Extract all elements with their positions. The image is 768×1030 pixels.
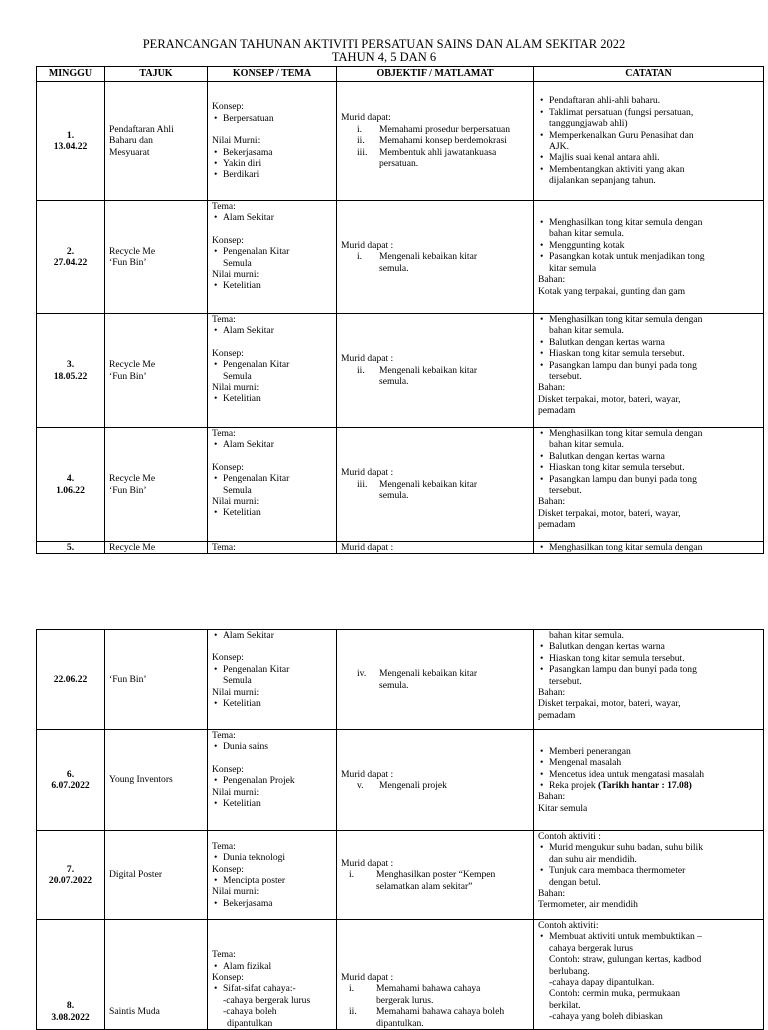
konsep-item: • Pengenalan Kitar Semula	[212, 664, 332, 687]
minggu-cell	[37, 82, 105, 201]
week-date: 20.07.2022	[48, 875, 93, 886]
plan-table-page-1	[36, 66, 764, 554]
item-text: Memahami konsep berdemokrasi	[379, 135, 507, 147]
catatan-item: • Hiaskan tong kitar semula tersebut.	[538, 653, 759, 664]
week-number: 8.	[66, 1000, 75, 1012]
tajuk-line: Young Inventors	[109, 774, 173, 786]
catatan-item: • Balutkan dengan kertas warna	[538, 337, 759, 348]
bahan-label: Bahan:	[538, 791, 566, 803]
table-row	[37, 542, 764, 554]
table-row	[37, 920, 764, 1030]
konsep-cell	[208, 630, 337, 730]
tajuk-cell	[105, 730, 208, 831]
konsep-label: Konsep:	[212, 347, 244, 359]
konsep-item: • Pengenalan Kitar Semula	[212, 246, 332, 269]
catatan-item: • Pasangkan kotak untuk menjadikan tong kitar semula	[538, 251, 759, 274]
table-row	[37, 630, 764, 730]
week-date: 1.06.22	[56, 484, 85, 496]
nilai-item: • Yakin diri	[212, 158, 332, 169]
objektif-item: i. Memahami bahawa cahaya bergerak lurus.	[349, 983, 481, 1006]
objektif-item: ii. Mengenali kebaikan kitar semula.	[357, 364, 478, 388]
item-text: Membentuk ahli jawatankuasa	[379, 146, 497, 158]
minggu-cell	[37, 920, 105, 1030]
catatan-item: • Membuat aktiviti untuk membuktikan – cahaya bergerak lurus Contoh: straw, gulungan kertas, kadbod berlubang. -cahaya dapay dipantulkan. Contoh: cermin muka, permukaan berkilat. -cahaya yang boleh dibiaskan	[538, 931, 759, 1022]
minggu-cell	[37, 428, 105, 542]
bahan-label: Bahan:	[538, 496, 566, 508]
table-row	[37, 82, 764, 201]
week-number: 3.	[66, 359, 75, 371]
objektif-intro: Murid dapat :	[341, 542, 394, 553]
plan-table-page-2	[36, 629, 764, 1030]
catatan-cell	[534, 82, 764, 201]
catatan-cell	[534, 201, 764, 314]
konsep-cell	[208, 201, 337, 314]
item-number: ii.	[357, 135, 365, 147]
bahan-label: Bahan:	[538, 888, 566, 900]
week-number: 1.	[66, 129, 75, 141]
nilai-label: Nilai murni:	[212, 686, 260, 698]
nilai-item: • Berdikari	[212, 169, 332, 180]
objektif-cell	[337, 920, 534, 1030]
catatan-item: • Majlis suai kenal antara ahli.	[538, 152, 759, 163]
objektif-cell	[337, 201, 534, 314]
tajuk-cell	[105, 428, 208, 542]
catatan-item: • Pasangkan lampu dan bunyi pada tong tersebut.	[538, 360, 759, 383]
catatan-item: • Mencetus idea untuk mengatasi masalah	[538, 769, 759, 780]
tajuk-line: Baharu dan	[109, 135, 153, 147]
objektif-item	[341, 147, 529, 170]
konsep-label: Konsep:	[212, 652, 244, 664]
bahan-text: Disket terpakai, motor, bateri, wayar, pemadam	[538, 698, 681, 721]
table-row	[37, 314, 764, 428]
objektif-item: v. Mengenali projek	[357, 780, 447, 791]
minggu-cell	[37, 831, 105, 920]
tajuk-line: ‘Fun Bin’	[109, 484, 147, 496]
bahan-label: Bahan:	[538, 382, 566, 394]
bahan-text: Disket terpakai, motor, bateri, wayar, pemadam	[538, 393, 681, 417]
nilai-item: • Ketelitian	[212, 698, 332, 709]
catatan-item: • Murid mengukur suhu badan, suhu bilik dan suhu air mendidih.	[538, 842, 759, 865]
week-date: 22.06.22	[53, 673, 88, 685]
konsep-item: • Mencipta poster	[212, 875, 332, 886]
catatan-item: • Hiaskan tong kitar semula tersebut.	[538, 462, 759, 473]
konsep-cell	[208, 920, 337, 1030]
item-number: i.	[357, 123, 363, 135]
tajuk-line: Recycle Me	[109, 245, 156, 257]
table-row	[37, 831, 764, 920]
tema-label: Tema:	[212, 840, 236, 852]
objektif-intro: Murid dapat :	[341, 857, 394, 869]
objektif-item: iv. Mengenali kebaikan kitar semula.	[357, 668, 478, 691]
objektif-intro: Murid dapat :	[341, 768, 394, 780]
konsep-label: Konsep:	[212, 971, 244, 983]
week-number: 7.	[66, 863, 75, 875]
tajuk-cell	[105, 542, 208, 554]
objektif-cell	[337, 831, 534, 920]
tajuk-line: Digital Poster	[109, 869, 163, 881]
objektif-intro: Murid dapat :	[341, 353, 394, 365]
bahan-text: Disket terpakai, motor, bateri, wayar, pemadam	[538, 507, 681, 531]
konsep-label: Konsep:	[212, 763, 244, 775]
tema-label: Tema:	[212, 542, 236, 553]
tajuk-cell	[105, 82, 208, 201]
document-title: PERANCANGAN TAHUNAN AKTIVITI PERSATUAN SAINS DAN ALAM SEKITAR 2022	[142, 37, 626, 51]
objektif-cell	[337, 82, 534, 201]
tema-label: Tema:	[212, 730, 236, 741]
col-header-tajuk: TAJUK	[105, 67, 208, 82]
item-text: persatuan.	[379, 158, 419, 170]
bahan-label: Bahan:	[538, 687, 566, 699]
week-date: 3.08.2022	[51, 1011, 90, 1023]
objektif-item: i. Mengenali kebaikan kitar semula.	[357, 251, 478, 274]
tajuk-cell	[105, 630, 208, 730]
catatan-cell	[534, 630, 764, 730]
konsep-sub: dipantulkan	[227, 1017, 273, 1029]
konsep-item: • Pengenalan Kitar Semula	[212, 359, 332, 382]
catatan-cell	[534, 428, 764, 542]
catatan-item: • Reka projek (Tarikh hantar : 17.08)	[538, 780, 759, 791]
table-row	[37, 730, 764, 831]
tajuk-cell	[105, 201, 208, 314]
table-row	[37, 428, 764, 542]
minggu-cell	[37, 730, 105, 831]
objektif-item	[341, 135, 529, 146]
catatan-item: • Tunjuk cara membaca thermometer dengan betul.	[538, 865, 759, 888]
objektif-intro: Murid dapat:	[341, 112, 391, 124]
catatan-item: • Pasangkan lampu dan bunyi pada tong tersebut.	[538, 474, 759, 497]
table-row	[37, 201, 764, 314]
tema-item: • Alam Sekitar	[212, 439, 332, 450]
tajuk-line: Saintis Muda	[109, 1005, 160, 1017]
minggu-cell	[37, 542, 105, 554]
tajuk-line: Pendaftaran Ahli	[109, 123, 174, 135]
catatan-item: • Menghasilkan tong kitar semula dengan bahan kitar semula.	[538, 314, 759, 337]
objektif-item: ii. Memahami bahawa cahaya boleh dipantulkan.	[349, 1006, 505, 1029]
catatan-item: • Memberi penerangan	[538, 746, 759, 757]
nilai-item: • Ketelitian	[212, 798, 332, 809]
catatan-item: • Mengenal masalah	[538, 757, 759, 768]
konsep-cell	[208, 314, 337, 428]
objektif-cell	[337, 542, 534, 554]
tajuk-line: ‘Fun Bin’	[109, 257, 147, 268]
nilai-item: • Ketelitian	[212, 393, 332, 404]
catatan-item: • Menghasilkan tong kitar semula dengan bahan kitar semula.	[538, 428, 759, 451]
catatan-item: • Menggunting kotak	[538, 240, 759, 251]
konsep-item: • Berpersatuan	[212, 113, 332, 124]
objektif-intro: Murid dapat :	[341, 971, 394, 983]
week-number: 6.	[66, 768, 75, 780]
konsep-cell	[208, 82, 337, 201]
nilai-label: Nilai murni:	[212, 382, 260, 394]
nilai-item: • Ketelitian	[212, 280, 332, 291]
objektif-item: iii. Mengenali kebaikan kitar semula.	[357, 478, 478, 502]
tajuk-cell	[105, 831, 208, 920]
bahan-text: Kotak yang terpakai, gunting dan gam	[538, 285, 686, 297]
catatan-cell	[534, 542, 764, 554]
konsep-cell	[208, 831, 337, 920]
catatan-item: • Menghasilkan tong kitar semula dengan	[538, 542, 759, 553]
objektif-item: i. Menghasilkan poster “Kempen selamatkan alam sekitar”	[349, 869, 496, 892]
item-text: Memahami prosedur berpersatuan	[379, 123, 511, 135]
tema-item: • Dunia teknologi	[212, 852, 332, 863]
tema-item: • Alam fizikal	[212, 961, 332, 972]
catatan-cell	[534, 831, 764, 920]
item-number: iii.	[357, 146, 368, 158]
catatan-intro: Contoh aktiviti :	[538, 831, 601, 842]
week-number: 2.	[66, 245, 75, 257]
week-date: 18.05.22	[53, 370, 88, 382]
tajuk-line: ‘Fun Bin’	[109, 370, 147, 382]
col-header-minggu: MINGGU	[37, 67, 105, 82]
col-header-konsep: KONSEP / TEMA	[208, 67, 337, 82]
tajuk-cell	[105, 314, 208, 428]
catatan-item: • Pendaftaran ahli-ahli baharu.	[538, 95, 759, 106]
minggu-cell	[37, 630, 105, 730]
bahan-text: Kitar semula	[538, 802, 588, 814]
konsep-item: • Pengenalan Kitar Semula	[212, 473, 332, 496]
catatan-item: • Taklimat persatuan (fungsi persatuan, tanggungjawab ahli)	[538, 107, 759, 130]
catatan-item: • Balutkan dengan kertas warna	[538, 451, 759, 462]
objektif-cell	[337, 314, 534, 428]
tajuk-line: Mesyuarat	[109, 146, 150, 158]
catatan-item: • Memperkenalkan Guru Penasihat dan AJK.	[538, 130, 759, 153]
catatan-item: • Hiaskan tong kitar semula tersebut.	[538, 348, 759, 359]
nilai-label: Nilai murni:	[212, 496, 260, 508]
nilai-item: • Bekerjasama	[212, 898, 332, 909]
nilai-label: Nilai Murni:	[212, 135, 261, 147]
objektif-intro: Murid dapat :	[341, 467, 394, 479]
konsep-cell	[208, 428, 337, 542]
nilai-label: Nilai murni:	[212, 886, 260, 898]
objektif-intro: Murid dapat :	[341, 239, 394, 251]
catatan-item: • Pasangkan lampu dan bunyi pada tong tersebut.	[538, 664, 759, 687]
konsep-label: Konsep:	[212, 234, 244, 246]
week-number: 5.	[66, 542, 75, 553]
tema-label: Tema:	[212, 949, 236, 961]
tema-label: Tema:	[212, 201, 236, 212]
tajuk-line: Recycle Me	[109, 542, 156, 553]
konsep-sub: -cahaya bergerak lurus	[223, 994, 311, 1006]
konsep-label: Konsep:	[212, 461, 244, 473]
catatan-cell	[534, 314, 764, 428]
catatan-item: • Balutkan dengan kertas warna	[538, 641, 759, 652]
col-header-catatan: CATATAN	[534, 67, 764, 82]
week-date: 6.07.2022	[51, 780, 90, 791]
bahan-label: Bahan:	[538, 274, 566, 286]
tajuk-line: Recycle Me	[109, 473, 156, 485]
tajuk-line: Recycle Me	[109, 359, 156, 371]
catatan-cell	[534, 730, 764, 831]
tema-item: • Dunia sains	[212, 741, 332, 752]
konsep-label: Konsep:	[212, 101, 244, 113]
konsep-cell	[208, 542, 337, 554]
bahan-text: Termometer, air mendidih	[538, 899, 638, 911]
catatan-item: • Menghasilkan tong kitar semula dengan bahan kitar semula.	[538, 217, 759, 240]
konsep-sub: -cahaya boleh	[223, 1006, 277, 1018]
tema-item: • Alam Sekitar	[212, 630, 332, 641]
tema-label: Tema:	[212, 428, 236, 439]
catatan-continued: bahan kitar semula.	[549, 630, 624, 641]
week-number: 4.	[66, 473, 75, 485]
konsep-item: • Sifat-sifat cahaya:-	[212, 983, 332, 994]
nilai-item: • Ketelitian	[212, 507, 332, 518]
minggu-cell	[37, 201, 105, 314]
tema-item: • Alam Sekitar	[212, 325, 332, 336]
konsep-item: • Pengenalan Projek	[212, 775, 332, 786]
col-header-objektif: OBJEKTIF / MATLAMAT	[337, 67, 534, 82]
catatan-item: • Membentangkan aktiviti yang akan dijalankan sepanjang tahun.	[538, 164, 759, 187]
nilai-label: Nilai murni:	[212, 786, 260, 798]
objektif-cell	[337, 730, 534, 831]
catatan-intro: Contoh aktiviti:	[538, 920, 599, 931]
tajuk-cell	[105, 920, 208, 1030]
nilai-item: • Bekerjasama	[212, 147, 332, 158]
objektif-cell	[337, 428, 534, 542]
objektif-cell	[337, 630, 534, 730]
konsep-cell	[208, 730, 337, 831]
tema-item: • Alam Sekitar	[212, 212, 332, 223]
week-date: 13.04.22	[53, 141, 88, 152]
minggu-cell	[37, 314, 105, 428]
konsep-label: Konsep:	[212, 863, 244, 875]
tema-label: Tema:	[212, 314, 236, 325]
nilai-label: Nilai murni:	[212, 269, 260, 281]
tajuk-line: ‘Fun Bin’	[109, 673, 147, 685]
catatan-cell	[534, 920, 764, 1030]
objektif-item	[341, 124, 529, 135]
week-date: 27.04.22	[53, 257, 88, 268]
document-subtitle: TAHUN 4, 5 DAN 6	[331, 50, 437, 64]
